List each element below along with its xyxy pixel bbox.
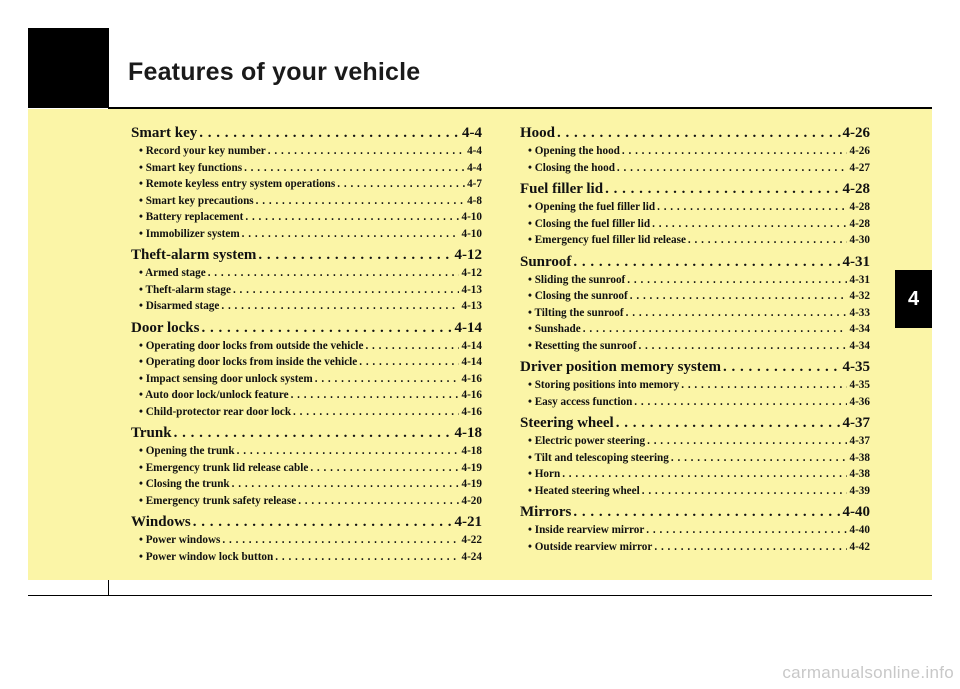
toc-item-label: • Power windows [139, 534, 221, 546]
toc-item[interactable] [131, 226, 482, 243]
leader-dots [337, 176, 465, 193]
leader-dots [627, 272, 847, 289]
leader-dots [646, 522, 847, 539]
toc-item[interactable] [520, 450, 870, 467]
toc-item-label: • Armed stage [139, 267, 206, 279]
toc-item-label: • Closing the sunroof [528, 290, 628, 302]
toc-item-label: • Opening the hood [528, 145, 620, 157]
toc-section[interactable] [520, 503, 870, 522]
toc-item-page: 4-40 [849, 524, 870, 536]
leader-dots [652, 216, 847, 233]
leader-dots [583, 321, 848, 338]
toc-item[interactable] [131, 338, 482, 355]
toc-item-page: 4-20 [461, 494, 482, 507]
toc-item-label: • Record your key number [139, 145, 266, 157]
page-title: Features of your vehicle [128, 58, 421, 86]
toc-section-page: 4-12 [454, 247, 482, 263]
leader-dots [642, 483, 848, 500]
toc-item-label: • Storing positions into memory [528, 379, 680, 391]
bottom-rule [28, 595, 932, 596]
toc-item-page: 4-28 [849, 201, 870, 213]
toc-item-page: 4-14 [461, 356, 482, 368]
toc-item-page: 4-8 [467, 194, 482, 207]
toc-item[interactable] [520, 288, 870, 305]
toc-item-page: 4-31 [849, 273, 870, 286]
toc-item-page: 4-22 [461, 534, 482, 546]
toc-item-label: • Horn [528, 468, 561, 480]
toc-item-page: 4-34 [849, 339, 870, 352]
toc-item-page: 4-10 [461, 211, 482, 223]
toc-item-label: • Emergency trunk safety release [139, 494, 297, 507]
toc-item-label: • Tilting the sunroof [528, 306, 624, 319]
leader-dots [258, 246, 452, 265]
toc-item[interactable] [131, 493, 482, 510]
toc-item-page: 4-33 [849, 306, 870, 319]
toc-section[interactable] [520, 253, 870, 272]
toc-section[interactable] [520, 358, 870, 377]
leader-dots [293, 404, 459, 421]
toc-section-page: 4-28 [842, 181, 870, 197]
toc-item-page: 4-32 [849, 290, 870, 302]
toc-section-page: 4-40 [842, 504, 870, 520]
toc-item-label: • Smart key functions [139, 161, 243, 174]
toc-section[interactable] [131, 319, 482, 338]
toc-item-page: 4-7 [467, 178, 482, 190]
toc-item-page: 4-28 [849, 217, 870, 230]
toc-item-page: 4-16 [461, 405, 482, 418]
header-black-block [28, 28, 109, 108]
leader-dots [256, 193, 465, 210]
toc-item[interactable] [520, 377, 870, 394]
toc-item-label: • Immobilizer system [139, 227, 240, 240]
toc-section-title: Door locks [131, 319, 200, 336]
toc-item-label: • Auto door lock/unlock feature [139, 389, 289, 401]
leader-dots [562, 466, 847, 483]
toc-item[interactable] [131, 371, 482, 388]
toc-section-title: Sunroof [520, 253, 572, 270]
toc-item[interactable] [520, 143, 870, 160]
toc-item-page: 4-38 [849, 468, 870, 480]
leader-dots [221, 298, 459, 315]
leader-dots [242, 226, 460, 243]
toc-item-label: • Impact sensing door unlock system [139, 372, 313, 385]
toc-item-page: 4-14 [461, 339, 482, 352]
toc-item-page: 4-4 [467, 161, 482, 174]
toc-item-page: 4-42 [849, 540, 870, 553]
leader-dots [605, 180, 840, 199]
leader-dots [365, 338, 459, 355]
toc-item-page: 4-27 [849, 161, 870, 174]
toc-item-page: 4-12 [461, 267, 482, 279]
toc-item[interactable] [131, 160, 482, 177]
toc-section-page: 4-35 [842, 359, 870, 375]
toc-item-page: 4-36 [849, 395, 870, 408]
toc-item[interactable] [520, 272, 870, 289]
toc-item[interactable] [131, 354, 482, 371]
toc-item-label: • Outside rearview mirror [528, 540, 653, 553]
leader-dots [723, 358, 841, 377]
toc-item-page: 4-16 [461, 389, 482, 401]
leader-dots [359, 354, 459, 371]
toc-section[interactable] [131, 246, 482, 265]
leader-dots [174, 424, 453, 443]
toc-item[interactable] [520, 522, 870, 539]
leader-dots [616, 414, 841, 433]
toc-item-page: 4-13 [461, 283, 482, 296]
toc-item-label: • Heated steering wheel [528, 484, 640, 497]
toc-item[interactable] [131, 176, 482, 193]
toc-item-page: 4-35 [849, 379, 870, 391]
leader-dots [573, 503, 840, 522]
toc-section-title: Mirrors [520, 504, 572, 520]
leader-dots [634, 394, 847, 411]
toc-section-title: Steering wheel [520, 415, 614, 431]
leader-dots [232, 476, 460, 493]
leader-dots [268, 143, 465, 160]
toc-item-label: • Resetting the sunroof [528, 339, 637, 352]
leader-dots [657, 199, 847, 216]
toc-section[interactable] [131, 513, 482, 532]
toc-section-page: 4-26 [842, 125, 870, 141]
toc-item-label: • Opening the trunk [139, 445, 235, 457]
leader-dots [626, 305, 848, 322]
toc-item[interactable] [520, 305, 870, 322]
toc-section-title: Trunk [131, 425, 172, 441]
toc-item[interactable] [131, 209, 482, 226]
toc-item[interactable] [520, 466, 870, 483]
toc-item-label: • Easy access function [528, 395, 633, 408]
toc-item-label: • Closing the fuel filler lid [528, 217, 651, 230]
toc-item[interactable] [520, 394, 870, 411]
toc-item-label: • Closing the trunk [139, 478, 230, 490]
toc-left-column [131, 124, 482, 565]
leader-dots [573, 253, 840, 272]
toc-item-label: • Tilt and telescoping steering [528, 451, 669, 464]
toc-item[interactable] [131, 143, 482, 160]
toc-item[interactable] [131, 404, 482, 421]
toc-item-label: • Remote keyless entry system operations [139, 178, 336, 190]
leader-dots [654, 539, 847, 556]
leader-dots [199, 124, 460, 143]
toc-item[interactable] [520, 539, 870, 556]
toc-item-label: • Opening the fuel filler lid [528, 201, 656, 213]
toc-item-page: 4-16 [461, 372, 482, 385]
toc-item[interactable] [131, 549, 482, 566]
toc-item-page: 4-19 [461, 478, 482, 490]
toc-item[interactable] [520, 199, 870, 216]
toc-section-page: 4-4 [462, 125, 482, 141]
toc-item[interactable] [131, 460, 482, 477]
toc-item-page: 4-19 [461, 461, 482, 474]
toc-section-title: Windows [131, 514, 191, 530]
toc-section[interactable] [131, 124, 482, 143]
toc-section-page: 4-18 [454, 425, 482, 441]
toc-item-page: 4-18 [461, 445, 482, 457]
leader-dots [298, 493, 459, 510]
leader-dots [315, 371, 460, 388]
leader-dots [638, 338, 847, 355]
toc-item-label: • Operating door locks from outside the vehicle [139, 339, 364, 352]
leader-dots [244, 160, 465, 177]
toc-item-page: 4-13 [461, 300, 482, 312]
toc-item[interactable] [520, 483, 870, 500]
toc-item-page: 4-34 [849, 323, 870, 335]
chapter-tab[interactable]: 4 [895, 270, 932, 328]
leader-dots [193, 513, 453, 532]
toc-section-page: 4-14 [454, 319, 482, 336]
toc-item-label: • Closing the hood [528, 161, 615, 174]
toc-item-page: 4-37 [849, 435, 870, 447]
toc-item[interactable] [131, 193, 482, 210]
leader-dots [617, 160, 848, 177]
watermark: carmanualsonline.info [782, 663, 954, 682]
leader-dots [208, 265, 460, 282]
leader-dots [201, 319, 452, 338]
toc-item-page: 4-39 [849, 484, 870, 497]
toc-item-page: 4-4 [467, 145, 482, 157]
toc-item-label: • Inside rearview mirror [528, 524, 645, 536]
leader-dots [647, 433, 847, 450]
toc-item[interactable] [520, 338, 870, 355]
leader-dots [222, 532, 459, 549]
toc-section-title: Theft-alarm system [131, 247, 257, 263]
leader-dots [688, 232, 848, 249]
toc-item[interactable] [131, 443, 482, 460]
toc-item[interactable] [131, 298, 482, 315]
leader-dots [622, 143, 848, 160]
toc-section-title: Fuel filler lid [520, 181, 604, 197]
toc-item[interactable] [131, 532, 482, 549]
leader-dots [630, 288, 848, 305]
toc-item[interactable] [520, 321, 870, 338]
toc-section[interactable] [520, 124, 870, 143]
toc-section-title: Smart key [131, 125, 198, 141]
toc-section[interactable] [520, 180, 870, 199]
toc-item-label: • Smart key precautions [139, 194, 254, 207]
toc-item[interactable] [131, 387, 482, 404]
toc-item-label: • Child-protector rear door lock [139, 405, 292, 418]
toc-section[interactable] [520, 414, 870, 433]
toc-item-page: 4-26 [849, 145, 870, 157]
toc-item[interactable] [131, 282, 482, 299]
toc-item-page: 4-38 [849, 451, 870, 464]
toc-section-page: 4-21 [454, 514, 482, 530]
toc-item-label: • Sliding the sunroof [528, 273, 626, 286]
toc-item-page: 4-24 [461, 550, 482, 563]
toc-section-title: Hood [520, 125, 556, 141]
leader-dots [275, 549, 459, 566]
toc-item-label: • Sunshade [528, 323, 581, 335]
toc-item-label: • Emergency fuel filler lid release [528, 234, 686, 246]
leader-dots [557, 124, 840, 143]
toc-section[interactable] [131, 424, 482, 443]
toc-item[interactable] [131, 265, 482, 282]
toc-item[interactable] [131, 476, 482, 493]
leader-dots [237, 443, 460, 460]
leader-dots [671, 450, 848, 467]
toc-item-label: • Disarmed stage [139, 300, 220, 312]
toc-item-label: • Theft-alarm stage [139, 283, 231, 296]
toc-section-title: Driver position memory system [520, 359, 721, 375]
toc-item[interactable] [520, 232, 870, 249]
leader-dots [681, 377, 847, 394]
leader-dots [310, 460, 459, 477]
toc-item-page: 4-10 [461, 227, 482, 240]
toc-item-label: • Battery replacement [139, 211, 244, 223]
toc-item[interactable] [520, 216, 870, 233]
toc-item-label: • Emergency trunk lid release cable [139, 461, 309, 474]
toc-item-page: 4-30 [849, 234, 870, 246]
toc-item[interactable] [520, 160, 870, 177]
toc-right-column [520, 124, 870, 555]
toc-item[interactable] [520, 433, 870, 450]
toc-section-page: 4-31 [842, 253, 870, 270]
leader-dots [291, 387, 460, 404]
leader-dots [245, 209, 459, 226]
toc-item-label: • Power window lock button [139, 550, 274, 563]
toc-item-label: • Operating door locks from inside the vehicle [139, 356, 358, 368]
toc-section-page: 4-37 [842, 415, 870, 431]
leader-dots [233, 282, 460, 299]
toc-item-label: • Electric power steering [528, 435, 646, 447]
